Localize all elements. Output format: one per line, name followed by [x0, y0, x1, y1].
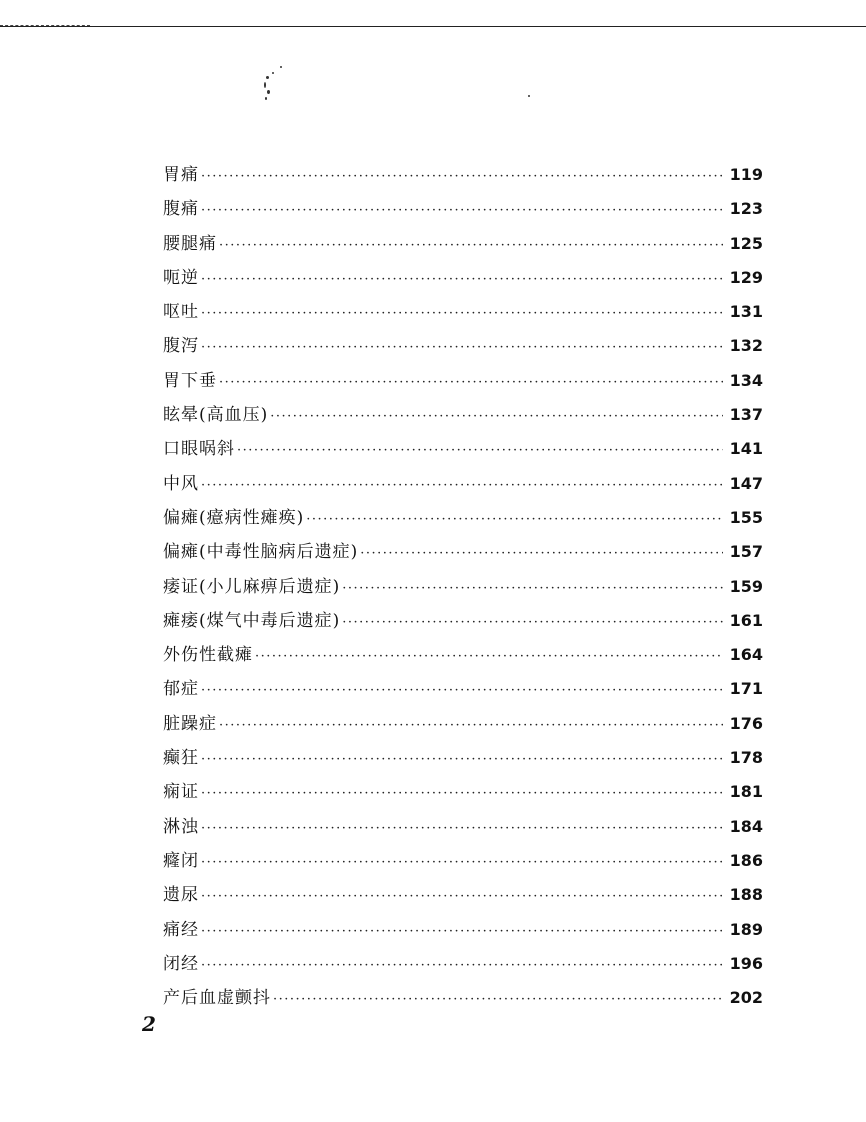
toc-entry — [163, 672, 763, 706]
toc-entry-title: 癃闭 — [163, 850, 199, 871]
toc-entry-page: 164 — [729, 645, 763, 665]
top-rule — [0, 26, 866, 27]
toc-entry-page: 171 — [729, 679, 763, 699]
toc-entry — [163, 981, 763, 1015]
toc-entry-page: 178 — [729, 748, 763, 768]
toc-entry-page: 189 — [729, 919, 763, 939]
toc-leader — [268, 400, 723, 434]
toc-entry-page: 155 — [729, 507, 763, 527]
toc-entry-title: 腰腿痛 — [163, 233, 217, 254]
toc-leader — [253, 640, 723, 674]
toc-entry — [163, 913, 763, 947]
toc-entry — [163, 810, 763, 844]
toc-leader — [217, 709, 723, 743]
toc-entry-page: 119 — [729, 165, 763, 184]
toc-entry-title: 中风 — [163, 473, 199, 494]
toc-leader — [217, 229, 723, 263]
toc-leader — [199, 846, 723, 880]
toc-leader — [340, 606, 723, 640]
toc-entry-page: 131 — [729, 302, 763, 322]
toc-entry — [163, 707, 763, 741]
toc-entry-title: 癫狂 — [163, 748, 199, 769]
toc-entry — [163, 878, 763, 912]
toc-entry — [163, 432, 763, 466]
toc-entry-title: 胃痛 — [163, 165, 199, 185]
toc-leader — [235, 434, 723, 468]
toc-leader — [304, 503, 723, 537]
toc-entry-page: 134 — [729, 370, 763, 390]
toc-entry-page: 125 — [729, 233, 763, 253]
toc-entry — [163, 398, 763, 432]
toc-entry-page: 137 — [729, 405, 763, 425]
toc-entry — [163, 329, 763, 363]
toc-entry — [163, 501, 763, 535]
toc-leader — [199, 777, 723, 811]
toc-leader — [199, 949, 723, 983]
toc-leader — [358, 537, 723, 571]
toc-leader — [199, 194, 723, 228]
toc-leader — [199, 915, 723, 949]
toc-leader — [199, 331, 723, 365]
toc-entry — [163, 535, 763, 569]
toc-entry-page: 129 — [729, 267, 763, 287]
toc-entry-title: 胃下垂 — [163, 370, 217, 391]
toc-entry — [163, 844, 763, 878]
toc-leader — [199, 812, 723, 846]
toc-entry-title: 遗尿 — [163, 885, 199, 906]
toc-entry — [163, 638, 763, 672]
toc-entry — [163, 295, 763, 329]
toc-leader — [199, 880, 723, 914]
toc-entry-title: 呕吐 — [163, 302, 199, 323]
toc-entry-title: 腹痛 — [163, 199, 199, 220]
toc-entry — [163, 192, 763, 226]
toc-entry-page: 161 — [729, 610, 763, 630]
toc-leader — [199, 160, 723, 194]
toc-entry-title: 郁症 — [163, 679, 199, 700]
toc-entry-title: 淋浊 — [163, 816, 199, 837]
toc-leader — [199, 469, 723, 503]
toc-entry-page: 123 — [729, 199, 763, 219]
toc-entry-title: 痫证 — [163, 782, 199, 803]
toc-entry-page: 141 — [729, 439, 763, 459]
toc-entry — [163, 227, 763, 261]
toc-entry — [163, 775, 763, 809]
toc-leader — [271, 983, 723, 1017]
page-number: 2 — [142, 1012, 156, 1036]
toc-entry-title: 闭经 — [163, 953, 199, 974]
toc-entry-title: 偏瘫(中毒性脑病后遗症) — [163, 542, 359, 563]
toc-entry-title: 口眼㖞斜 — [163, 439, 235, 460]
toc-leader — [199, 674, 723, 708]
toc-entry-page: 157 — [729, 542, 763, 562]
toc-entry-title: 痛经 — [163, 919, 199, 940]
toc-entry — [163, 947, 763, 981]
toc-entry-page: 132 — [729, 336, 763, 356]
toc-entry-title: 眩晕(高血压) — [163, 405, 269, 426]
toc-entry-page: 196 — [729, 953, 763, 973]
toc-entry-title: 产后血虚颤抖 — [163, 988, 271, 1009]
toc-entry-title: 偏瘫(癔病性瘫痪) — [163, 507, 305, 528]
toc-entry — [163, 158, 763, 192]
toc-entry-page: 147 — [729, 473, 763, 493]
toc-entry-title: 腹泻 — [163, 336, 199, 357]
toc-entry — [163, 570, 763, 604]
toc-entry-title: 瘫痿(煤气中毒后遗症) — [163, 610, 341, 631]
toc-entry — [163, 261, 763, 295]
toc-entry-title: 痿证(小儿麻痹后遗症) — [163, 576, 341, 597]
toc-leader — [199, 263, 723, 297]
toc-entry-page: 184 — [729, 816, 763, 836]
toc-entry-page: 181 — [729, 782, 763, 802]
toc-entry-page: 186 — [729, 850, 763, 870]
toc-leader — [340, 572, 723, 606]
toc-entry-title: 外伤性截瘫 — [163, 645, 253, 666]
toc-entry-page: 176 — [729, 713, 763, 733]
toc-leader — [217, 366, 723, 400]
toc-entry-page: 202 — [729, 988, 763, 1008]
toc-entry-page: 188 — [729, 885, 763, 905]
toc-entry-title: 脏躁症 — [163, 713, 217, 734]
toc-entry — [163, 467, 763, 501]
toc-entry — [163, 364, 763, 398]
toc-entry — [163, 741, 763, 775]
toc-entry-title: 呃逆 — [163, 267, 199, 288]
table-of-contents — [163, 158, 763, 1015]
toc-entry — [163, 604, 763, 638]
toc-leader — [199, 297, 723, 331]
toc-entry-page: 159 — [729, 576, 763, 596]
toc-leader — [199, 743, 723, 777]
